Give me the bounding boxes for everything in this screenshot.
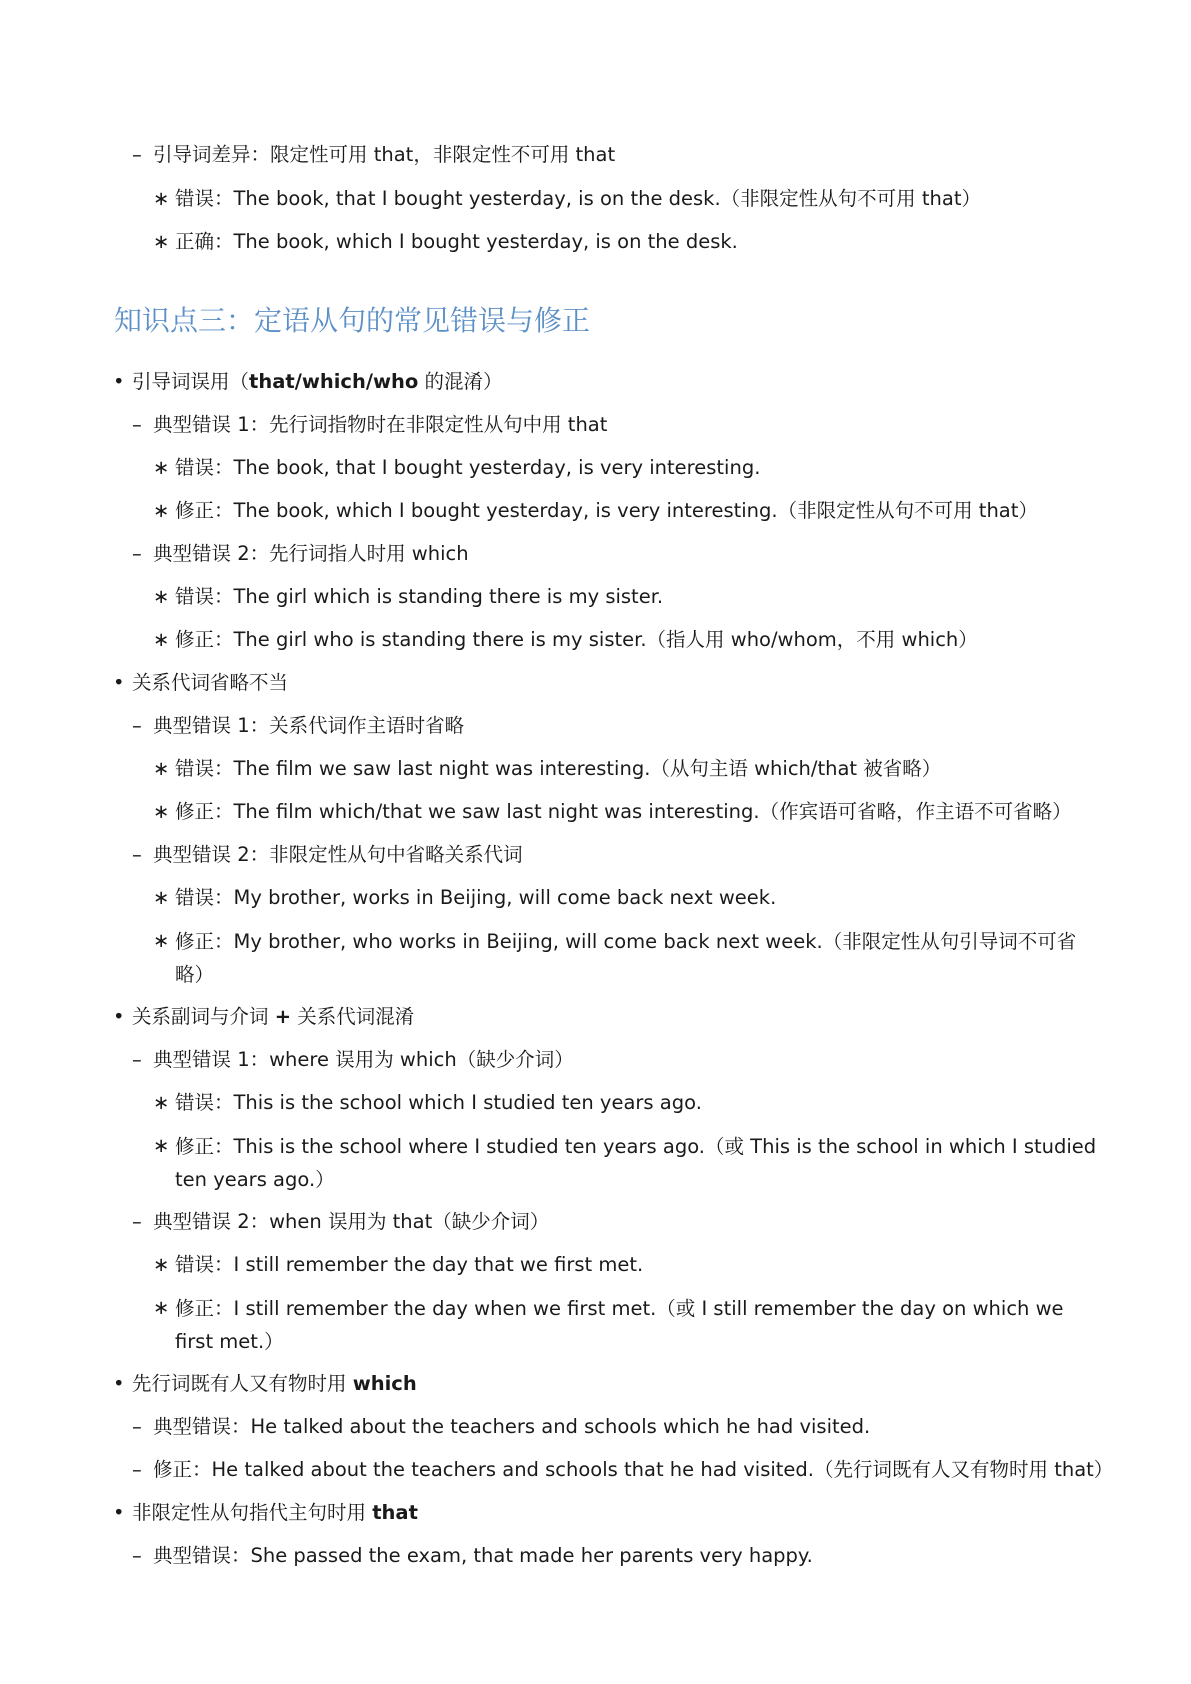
item-label: 正确： <box>175 230 234 253</box>
star-marker: ∗ <box>153 187 170 210</box>
list-item <box>132 1371 417 1397</box>
list-item: 修正：The book, which I bought yesterday, is very interesting.（非限定性从句不可用 that） <box>175 499 1038 522</box>
dash-marker: – <box>132 542 142 565</box>
list-item: 修正：This is the school where I studied ten years ago.（或 This is the school in which I studied ten years ago.） <box>175 1135 1097 1191</box>
star-marker: ∗ <box>153 1296 170 1319</box>
list-item: 错误：My brother, works in Beijing, will come back next week. <box>175 886 777 909</box>
dash-marker: – <box>132 1210 142 1233</box>
list-item: 典型错误：She passed the exam, that made her parents very happy. <box>153 1544 813 1567</box>
item-text: 引导词误用（ <box>132 370 250 393</box>
star-marker: ∗ <box>153 230 170 253</box>
item-text: The book, which I bought yesterday, is on the desk. <box>233 230 738 253</box>
list-item: 典型错误 2：when 误用为 that（缺少介词） <box>153 1210 550 1233</box>
star-marker: ∗ <box>153 585 170 608</box>
star-marker: ∗ <box>153 886 170 909</box>
star-marker: ∗ <box>153 456 170 479</box>
item-text: 的混淆） <box>418 370 503 393</box>
item-text: 非限定性从句指代主句时用 <box>132 1501 373 1524</box>
item-label: 错误： <box>175 187 234 210</box>
dash-marker: – <box>132 413 142 436</box>
list-item: 修正：The girl who is standing there is my sister.（指人用 who/whom，不用 which） <box>175 628 978 651</box>
star-marker: ∗ <box>153 1253 170 1276</box>
list-item: 典型错误 1：先行词指物时在非限定性从句中用 that <box>153 413 608 436</box>
star-marker: ∗ <box>153 628 170 651</box>
bullet-marker: • <box>113 1005 125 1028</box>
list-item: 修正：My brother, who works in Beijing, will come back next week.（非限定性从句引导词不可省略） <box>175 930 1077 986</box>
bullet-marker: • <box>113 671 125 694</box>
dash-marker: – <box>132 1458 142 1481</box>
list-item <box>175 186 981 212</box>
dash-marker: – <box>132 714 142 737</box>
list-item: 关系代词省略不当 <box>132 671 289 694</box>
dash-marker: – <box>132 1544 142 1567</box>
list-item: 修正：The film which/that we saw last night was interesting.（作宾语可省略，作主语不可省略） <box>175 800 1072 823</box>
list-item: 错误：The girl which is standing there is my sister. <box>175 585 664 608</box>
item-text: 关系代词混淆 <box>291 1005 415 1028</box>
list-item <box>132 369 502 395</box>
star-marker: ∗ <box>153 757 170 780</box>
list-item: 典型错误 2：非限定性从句中省略关系代词 <box>153 843 523 866</box>
bullet-marker: • <box>113 1501 125 1524</box>
list-item: 错误：This is the school which I studied ten years ago. <box>175 1091 702 1114</box>
bullet-marker: • <box>113 1372 125 1395</box>
item-text: 先行词既有人又有物时用 <box>132 1372 353 1395</box>
dash-marker: – <box>132 843 142 866</box>
list-item <box>132 1500 418 1526</box>
list-item: 典型错误：He talked about the teachers and schools which he had visited. <box>153 1415 871 1438</box>
dash-marker: – <box>132 1415 142 1438</box>
star-marker: ∗ <box>153 1091 170 1114</box>
star-marker: ∗ <box>153 499 170 522</box>
star-marker: ∗ <box>153 800 170 823</box>
item-label: 引导词差异： <box>153 143 271 166</box>
list-item: 典型错误 1：关系代词作主语时省略 <box>153 714 465 737</box>
list-item: 典型错误 2：先行词指人时用 which <box>153 542 469 565</box>
item-bold: which <box>352 1372 417 1395</box>
list-item: 错误：The film we saw last night was interesting.（从句主语 which/that 被省略） <box>175 757 942 780</box>
star-marker: ∗ <box>153 929 170 952</box>
list-item: 修正：He talked about the teachers and schools that he had visited.（先行词既有人又有物时用 that） <box>153 1458 1114 1481</box>
list-item: 修正：I still remember the day when we first met.（或 I still remember the day on which we first met.） <box>175 1297 1064 1353</box>
star-marker: ∗ <box>153 1134 170 1157</box>
list-item <box>153 142 615 168</box>
item-bold: + <box>274 1005 292 1028</box>
list-item: 错误：The book, that I bought yesterday, is very interesting. <box>175 456 761 479</box>
item-text: 关系副词与介词 <box>132 1005 275 1028</box>
dash-marker: – <box>132 143 142 166</box>
item-text: The book, that I bought yesterday, is on the desk.（非限定性从句不可用 that） <box>233 187 981 210</box>
list-item: 错误：I still remember the day that we first met. <box>175 1253 644 1276</box>
item-text: 限定性可用 that，非限定性不可用 that <box>270 143 616 166</box>
list-item <box>175 229 738 255</box>
item-bold: that <box>372 1501 418 1524</box>
list-item: 典型错误 1：where 误用为 which（缺少介词） <box>153 1048 574 1071</box>
list-item <box>132 1004 414 1030</box>
item-bold: that/which/who <box>249 370 419 393</box>
bullet-marker: • <box>113 370 125 393</box>
section-heading: 知识点三：定语从句的常见错误与修正 <box>114 304 591 337</box>
dash-marker: – <box>132 1048 142 1071</box>
